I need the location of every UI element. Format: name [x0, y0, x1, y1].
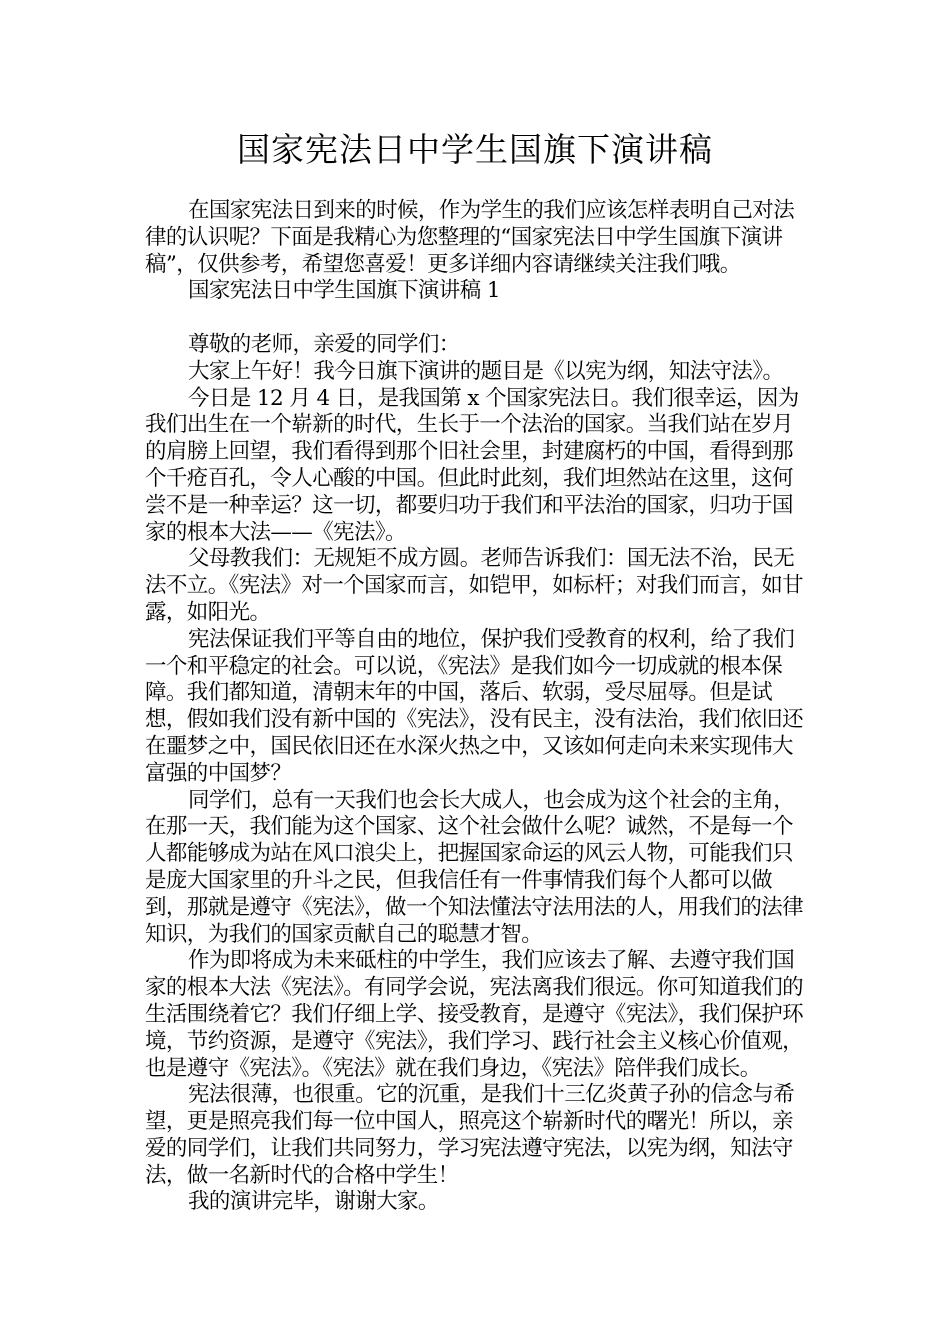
salutation: 尊敬的老师，亲爱的同学们：	[188, 331, 460, 357]
speech-paragraph: 同学们，总有一天我们也会长大成人，也会成为这个社会的主角，在那一天，我们能为这个国家、这个社会做什么呢？诚然，不是每一个人都能够成为站在风口浪尖上，把握国家命运的风云人物，可能我们只是庞大国家里的升斗之民，但我信任有一件事情我们每个人都可以做到，那就是遵守《宪法》，做一个知法懂法守法用法的人，用我们的法律知识，为我们的国家贡献自己的聪慧才智。	[145, 787, 804, 947]
intro-paragraph: 在国家宪法日到来的时候，作为学生的我们应该怎样表明自己对法律的认识呢？下面是我精心为您整理的“国家宪法日中学生国旗下演讲稿”，仅供参考，希望您喜爱！更多详细内容请继续关注我们哦。	[145, 198, 795, 277]
speech-paragraph: 父母教我们：无规矩不成方圆。老师告诉我们：国无法不治，民无法不立。《宪法》对一个国家而言，如铠甲，如标杆；对我们而言，如甘露，如阳光。	[145, 546, 804, 625]
speech-paragraph: 宪法保证我们平等自由的地位，保护我们受教育的权利，给了我们一个和平稳定的社会。可以说，《宪法》是我们如今一切成就的根本保障。我们都知道，清朝末年的中国，落后、软弱，受尽屈辱。但是试想，假如我们没有新中国的《宪法》，没有民主，没有法治，我们依旧还在噩梦之中，国民依旧还在水深火热之中，又该如何走向未来实现伟大富强的中国梦？	[145, 626, 804, 786]
section-heading: 国家宪法日中学生国旗下演讲稿 1	[188, 278, 500, 304]
document-body	[145, 198, 809, 1216]
speech-paragraph: 大家上午好！我今日旗下演讲的题目是《以宪为纲，知法守法》。	[188, 358, 784, 384]
speech-paragraph: 今日是 12 月 4 日，是我国第 x 个国家宪法日。我们很幸运，因为我们出生在一个崭新的时代，生长于一个法治的国家。当我们站在岁月的肩膀上回望，我们看得到那个旧社会里，封建腐朽的中国，看得到那个千疮百孔，令人心酸的中国。但此时此刻，我们坦然站在这里，这何尝不是一种幸运？这一切，都要归功于我们和平法治的国家，归功于国家的根本大法——《宪法》。	[145, 385, 799, 545]
speech-paragraph: 宪法很薄，也很重。它的沉重，是我们十三亿炎黄子孙的信念与希望，更是照亮我们每一位中国人，照亮这个崭新时代的曙光！所以，亲爱的同学们，让我们共同努力，学习宪法遵守宪法，以宪为纲，知法守法，做一名新时代的合格中学生！	[145, 1082, 795, 1188]
blank-line	[145, 305, 809, 332]
speech-paragraph: 作为即将成为未来砥柱的中学生，我们应该去了解、去遵守我们国家的根本大法《宪法》。有同学会说，宪法离我们很远。你可知道我们的生活围绕着它？我们仔细上学、接受教育，是遵守《宪法》，我们保护环境，节约资源，是遵守《宪法》，我们学习、践行社会主义核心价值观，也是遵守《宪法》。《宪法》就在我们身边，《宪法》陪伴我们成长。	[145, 948, 804, 1081]
closing-paragraph: 我的演讲完毕，谢谢大家。	[188, 1189, 439, 1215]
page-title: 国家宪法日中学生国旗下演讲稿	[237, 130, 713, 169]
